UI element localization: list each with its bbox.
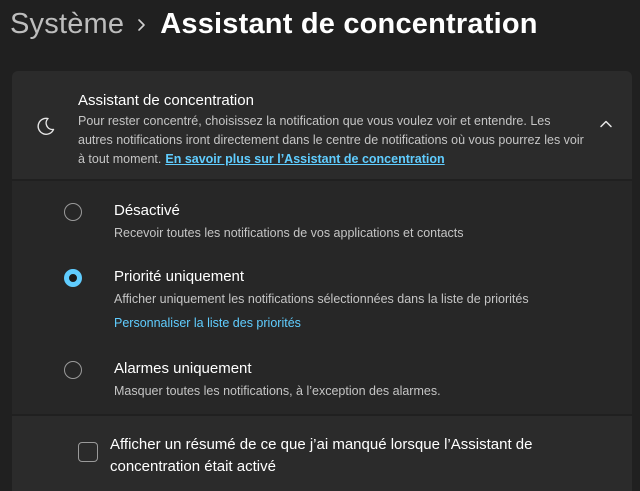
description-text: Pour rester concentré, choisissez la notification que vous voulez voir et entendre. Les autres notifications iront directement dans le centre de notifications où vous pourrez les voir à tout moment. <box>78 114 584 166</box>
breadcrumb <box>10 8 538 41</box>
learn-more-link[interactable]: En savoir plus sur l’Assistant de concentration <box>165 152 445 166</box>
summary-setting-card <box>12 416 632 491</box>
radio-alarms-only[interactable] <box>64 361 82 379</box>
customize-priority-list-link[interactable]: Personnaliser la liste des priorités <box>114 316 301 330</box>
section-description <box>78 112 588 169</box>
section-title: Assistant de concentration <box>78 92 254 109</box>
radio-off[interactable] <box>64 203 82 221</box>
option-off-text <box>114 201 614 242</box>
chevron-up-icon <box>599 116 613 134</box>
option-off-label: Désactivé <box>114 202 180 219</box>
summary-checkbox[interactable] <box>78 442 98 462</box>
summary-label: Afficher un résumé de ce que j’ai manqué lorsque l’Assistant de concentration était activé <box>110 436 533 475</box>
option-priority-text <box>114 267 614 332</box>
option-alarms-only[interactable] <box>76 359 616 403</box>
focus-assist-options <box>12 181 632 414</box>
breadcrumb-parent-link[interactable]: Système <box>10 8 125 40</box>
option-alarms-description: Masquer toutes les notifications, à l’exception des alarmes. <box>114 384 441 398</box>
collapse-button[interactable] <box>592 111 620 139</box>
option-priority-description: Afficher uniquement les notifications sélectionnées dans la liste de priorités <box>114 292 529 306</box>
chevron-right-icon <box>124 10 160 40</box>
focus-assist-header-card <box>12 71 632 179</box>
option-priority-only[interactable] <box>76 267 616 333</box>
header-text <box>78 91 588 169</box>
option-priority-label: Priorité uniquement <box>114 268 245 285</box>
option-alarms-text <box>114 359 614 400</box>
moon-icon <box>34 115 56 137</box>
page-title: Assistant de concentration <box>160 8 538 40</box>
option-off-description: Recevoir toutes les notifications de vos applications et contacts <box>114 226 464 240</box>
option-alarms-label: Alarmes uniquement <box>114 360 252 377</box>
option-off[interactable] <box>76 201 616 251</box>
radio-priority-only[interactable] <box>64 269 82 287</box>
